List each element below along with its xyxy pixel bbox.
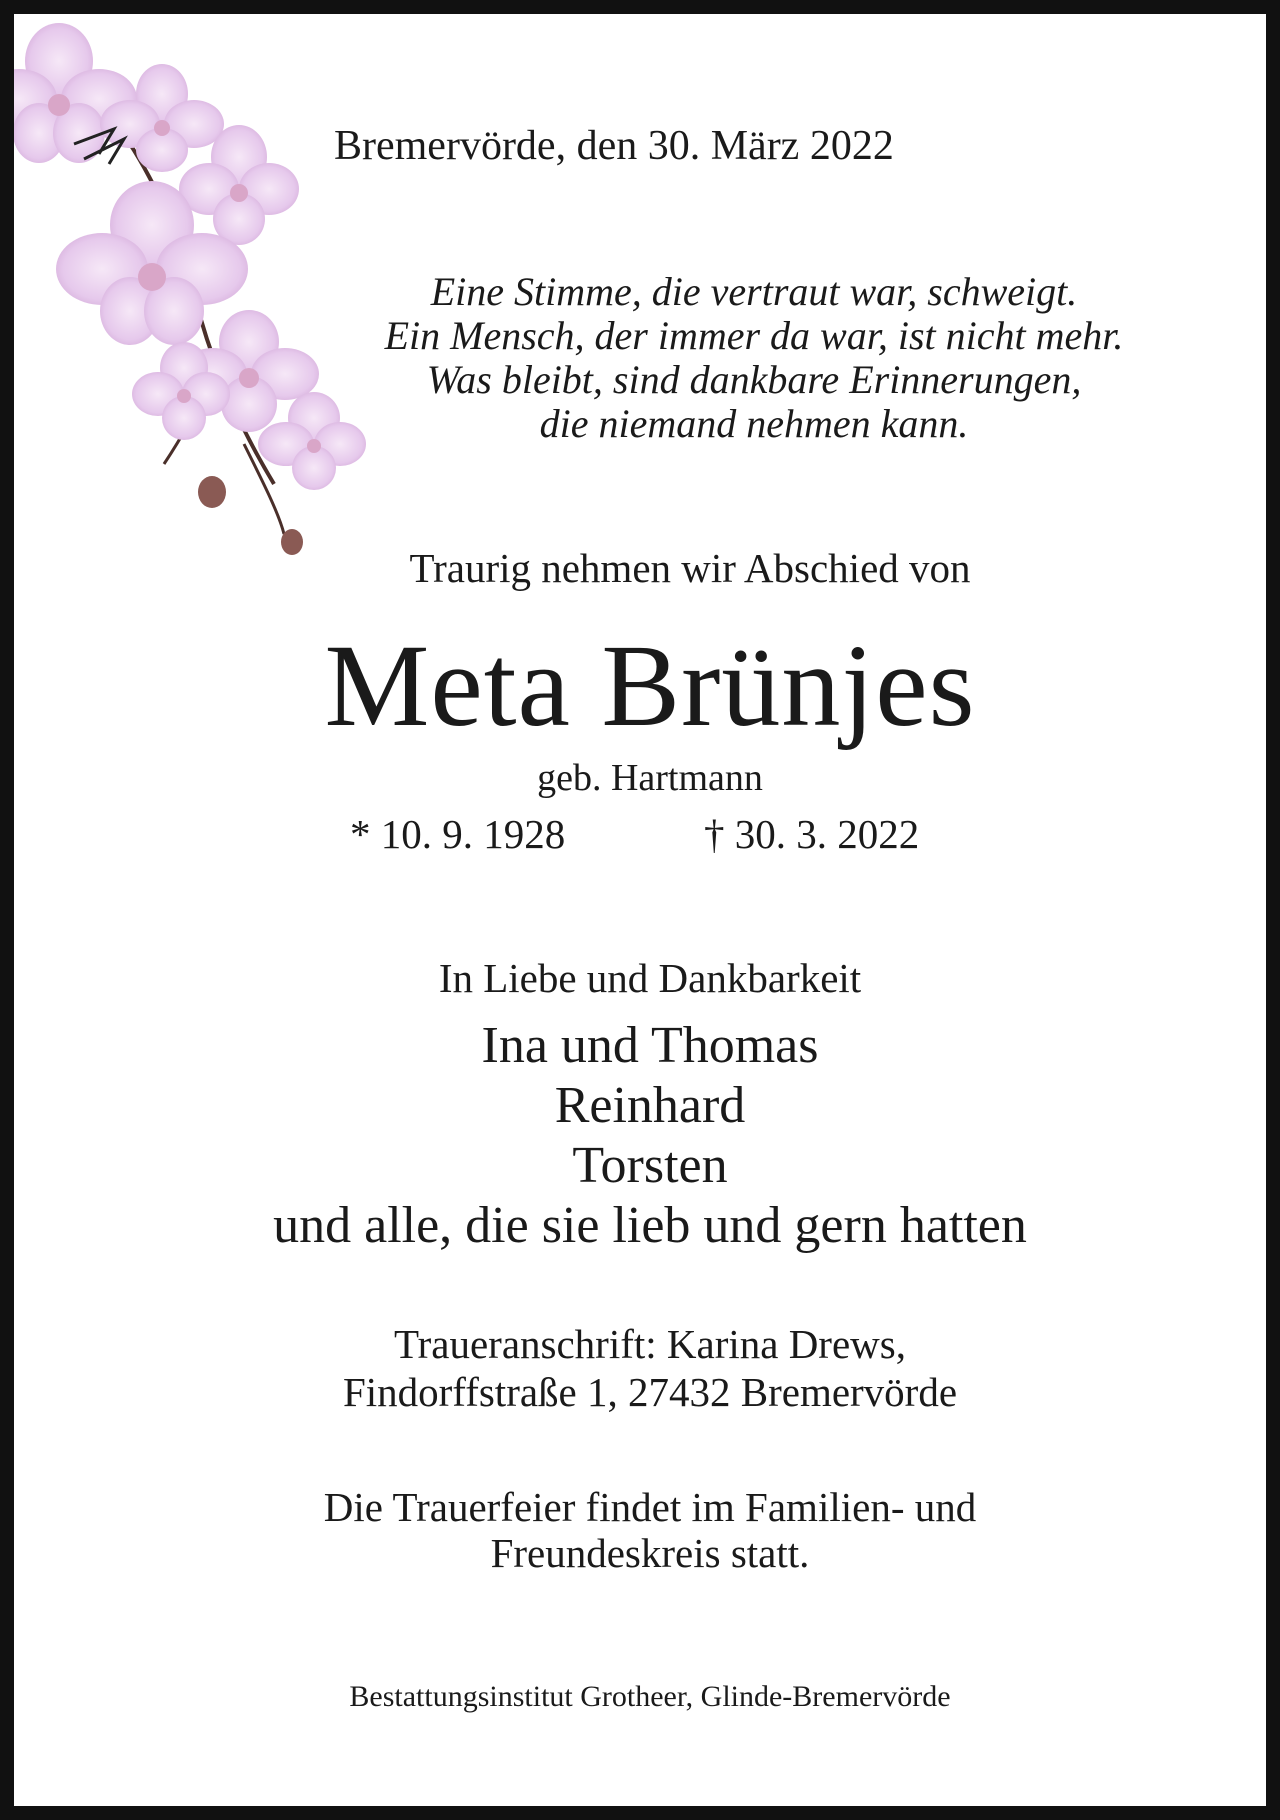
place-date: Bremervörde, den 30. März 2022 xyxy=(334,123,894,169)
memorial-verse xyxy=(304,270,1204,446)
death-date: † 30. 3. 2022 xyxy=(704,811,920,857)
ceremony-note xyxy=(24,1484,1276,1576)
funeral-home: Bestattungsinstitut Grotheer, Glinde-Bremervörde xyxy=(349,1680,951,1713)
mourner-line: Reinhard xyxy=(554,1077,746,1134)
mourning-address xyxy=(24,1320,1276,1416)
verse-line: die niemand nehmen kann. xyxy=(539,401,969,446)
birth-date: * 10. 9. 1928 xyxy=(350,811,566,857)
farewell-intro: Traurig nehmen wir Abschied von xyxy=(409,545,971,591)
birth-name: geb. Hartmann xyxy=(537,757,763,799)
deceased-name: Meta Brünjes xyxy=(324,620,976,751)
thanks-line: In Liebe und Dankbarkeit xyxy=(438,955,862,1001)
mourners-list xyxy=(24,1016,1276,1256)
mourner-line: Torsten xyxy=(572,1137,728,1194)
verse-line: Was bleibt, sind dankbare Erinnerungen, xyxy=(426,357,1082,402)
verse-line: Eine Stimme, die vertraut war, schweigt. xyxy=(430,269,1078,314)
address-line: Traueranschrift: Karina Drews, xyxy=(394,1321,906,1367)
verse-line: Ein Mensch, der immer da war, ist nicht mehr. xyxy=(384,313,1124,358)
mourner-line: und alle, die sie lieb und gern hatten xyxy=(273,1197,1027,1254)
mourner-line: Ina und Thomas xyxy=(481,1017,819,1074)
address-line: Findorffstraße 1, 27432 Bremervörde xyxy=(342,1369,958,1415)
ceremony-line: Freundeskreis statt. xyxy=(490,1530,810,1576)
ceremony-line: Die Trauerfeier findet im Familien- und xyxy=(323,1484,977,1530)
